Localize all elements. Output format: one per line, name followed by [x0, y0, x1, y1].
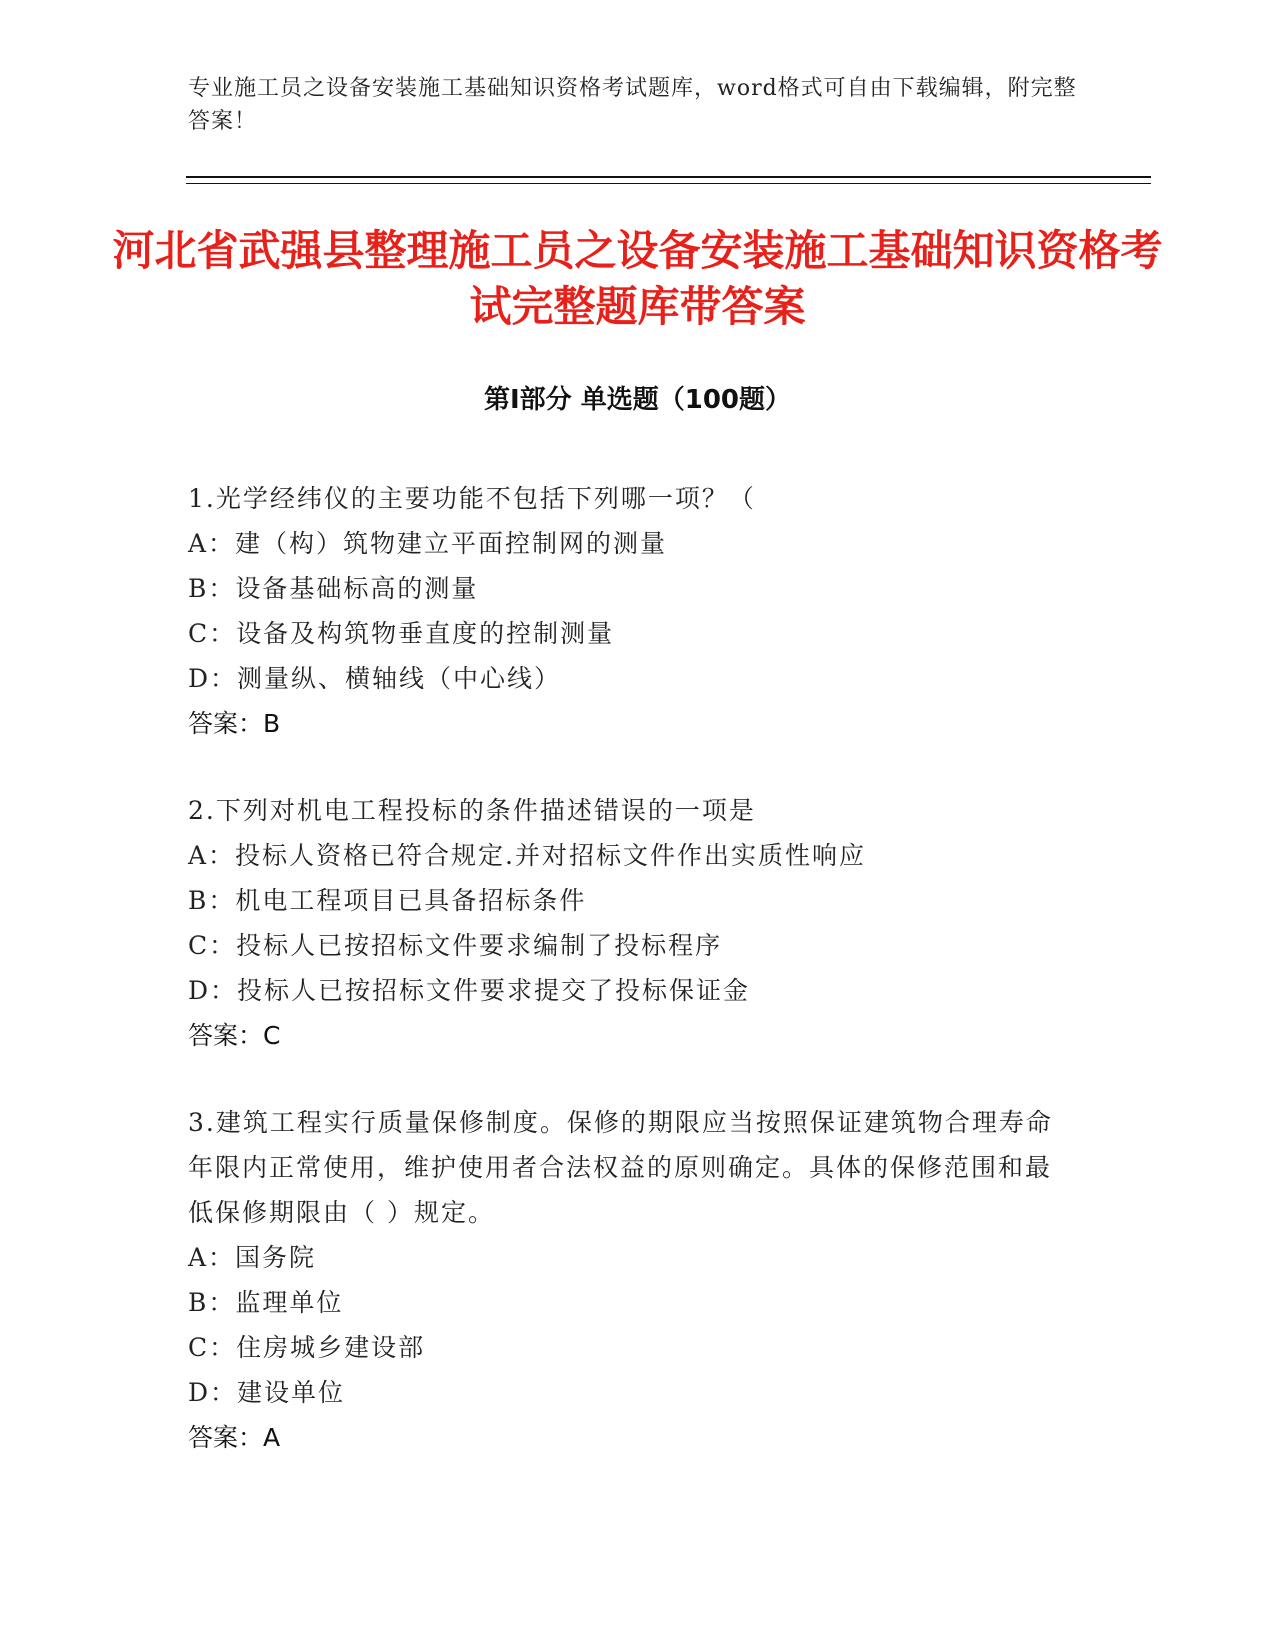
- option-a: A：建（构）筑物建立平面控制网的测量: [188, 529, 668, 558]
- option-c: C：设备及构筑物垂直度的控制测量: [188, 619, 615, 648]
- option-d: D：测量纵、横轴线（中心线）: [188, 664, 562, 693]
- header-note: 专业施工员之设备安装施工基础知识资格考试题库，word格式可自由下载编辑，附完整答案！: [188, 76, 1077, 134]
- option-b: B：设备基础标高的测量: [188, 574, 479, 603]
- option-d: D：建设单位: [188, 1378, 346, 1407]
- answer: 答案：B: [188, 709, 281, 738]
- question-stem: 2.下列对机电工程投标的条件描述错误的一项是: [188, 796, 756, 825]
- header-rule-thick: [186, 176, 1151, 178]
- option-b: B：监理单位: [188, 1288, 344, 1317]
- question-2: [188, 788, 1068, 1058]
- option-a: A：国务院: [188, 1243, 317, 1272]
- option-d: D：投标人已按招标文件要求提交了投标保证金: [188, 976, 751, 1005]
- question-stem: 1.光学经纬仪的主要功能不包括下列哪一项？（: [188, 484, 756, 513]
- document-title: 河北省武强县整理施工员之设备安装施工基础知识资格考试完整题库带答案: [112, 226, 1163, 331]
- section-heading: 第I部分 单选题（100题）: [484, 385, 791, 415]
- option-c: C：投标人已按招标文件要求编制了投标程序: [188, 931, 723, 960]
- option-a: A：投标人资格已符合规定.并对招标文件作出实质性响应: [188, 841, 867, 870]
- question-3: [188, 1100, 1068, 1460]
- option-c: C：住房城乡建设部: [188, 1333, 426, 1362]
- question-stem: 3.建筑工程实行质量保修制度。保修的期限应当按照保证建筑物合理寿命年限内正常使用，维护使用者合法权益的原则确定。具体的保修范围和最低保修期限由（ ）规定。: [188, 1108, 1053, 1227]
- question-list: [188, 476, 1068, 1502]
- answer: 答案：C: [188, 1021, 281, 1050]
- answer: 答案：A: [188, 1423, 281, 1452]
- header-rule-thin: [186, 183, 1151, 184]
- question-1: [188, 476, 1068, 746]
- option-b: B：机电工程项目已具备招标条件: [188, 886, 587, 915]
